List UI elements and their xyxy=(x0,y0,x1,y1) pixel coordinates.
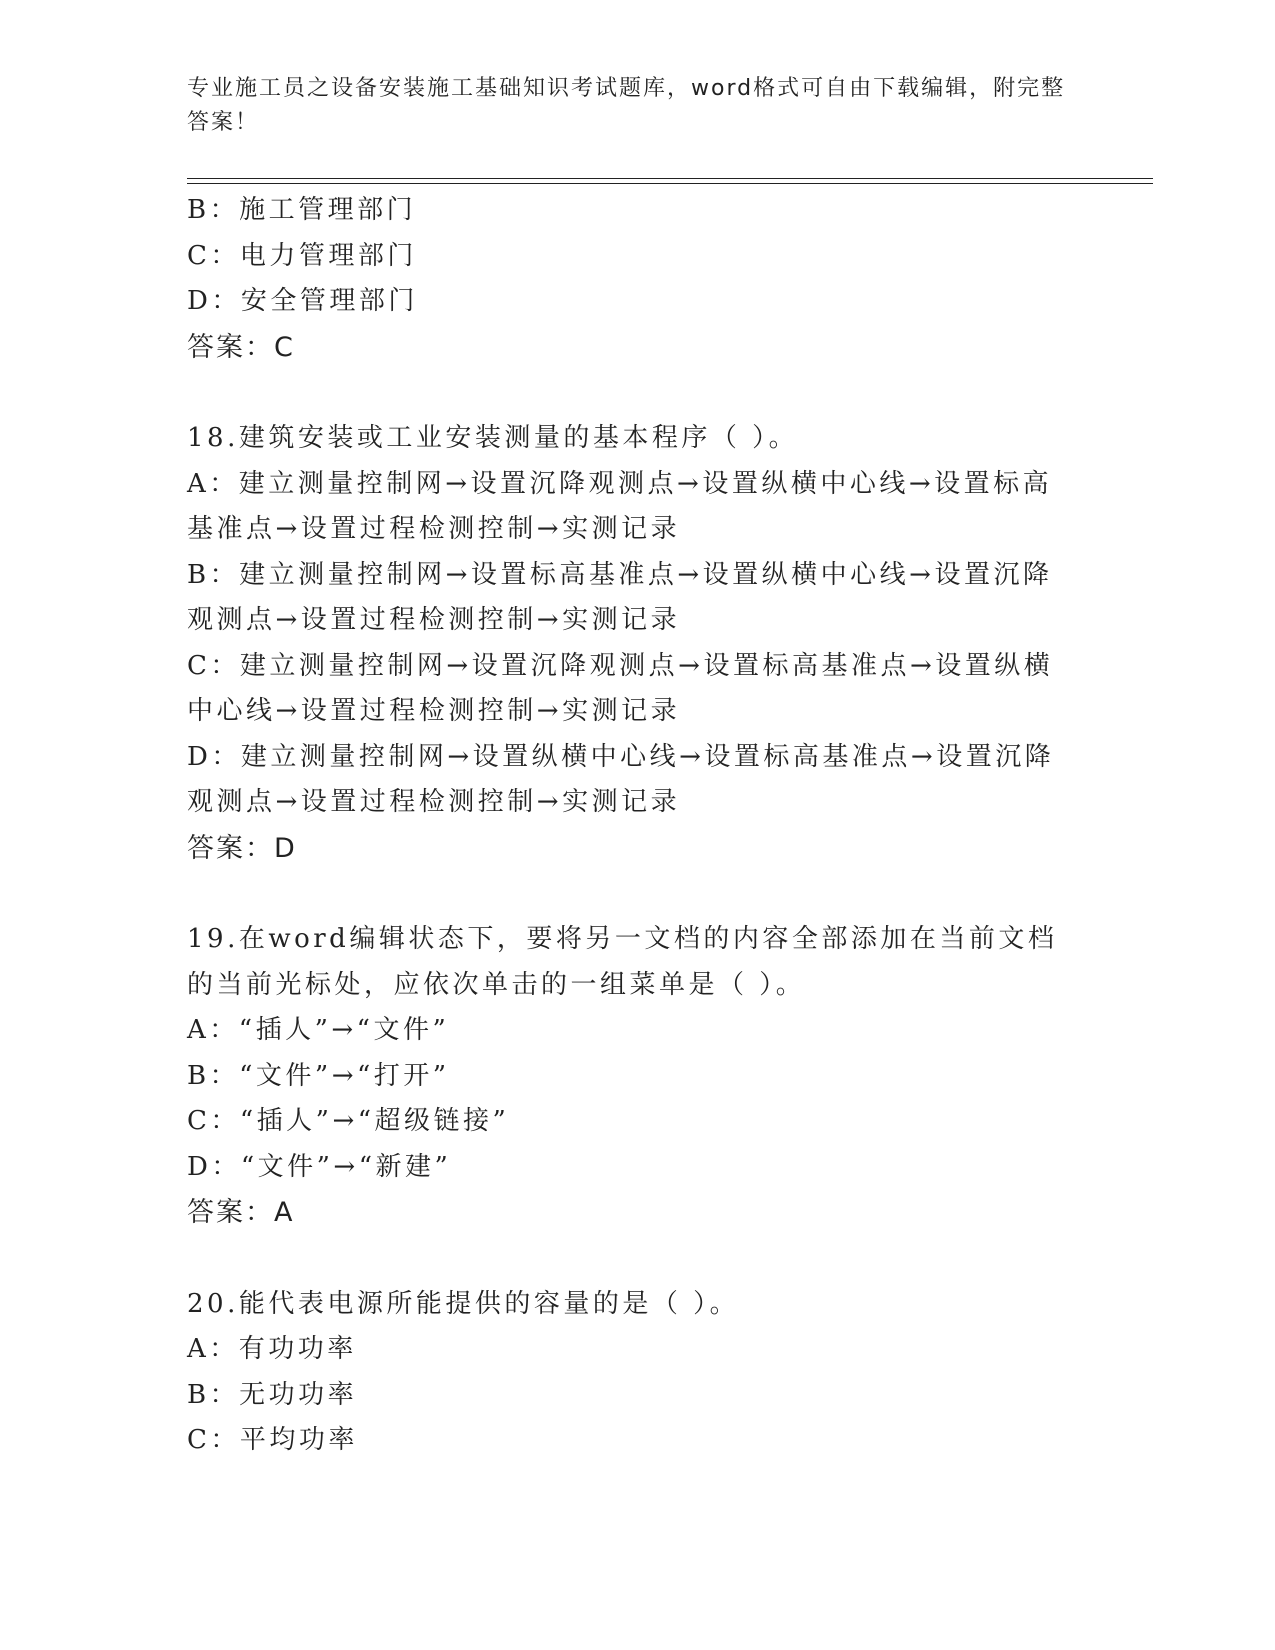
answer: 答案：D xyxy=(187,832,297,864)
option-a: A：有功功率 xyxy=(187,1334,357,1364)
option-a: A：“插人”→“文件” xyxy=(187,1015,450,1045)
option-d: D：“文件”→“新建” xyxy=(187,1151,452,1182)
option-c: C：建立测量控制网→设置沉降观测点→设置标高基准点→设置纵横中心线→设置过程检测控制→实测记录 xyxy=(187,650,1054,726)
spacer xyxy=(187,370,1077,416)
option-d: D：安全管理部门 xyxy=(187,286,418,316)
question-list xyxy=(187,188,1077,1464)
question-text: 20.能代表电源所能提供的容量的是（ ）。 xyxy=(187,1288,740,1319)
option-a: A：建立测量控制网→设置沉降观测点→设置纵横中心线→设置标高基准点→设置过程检测控制→实测记录 xyxy=(187,468,1053,544)
question-text: 18.建筑安装或工业安装测量的基本程序（ ）。 xyxy=(187,423,799,453)
option-c: C：“插人”→“超级链接” xyxy=(187,1106,510,1136)
option-d: D：建立测量控制网→设置纵横中心线→设置标高基准点→设置沉降观测点→设置过程检测控制→实测记录 xyxy=(187,741,1055,817)
option-b: B：施工管理部门 xyxy=(187,195,417,225)
header-rule-bottom xyxy=(187,183,1153,184)
option-b: B：“文件”→“打开” xyxy=(187,1060,450,1091)
question-20 xyxy=(187,1282,1077,1464)
question-text: 19.在word编辑状态下，要将另一文档的内容全部添加在当前文档的当前光标处，应依次单击的一组菜单是（ ）。 xyxy=(187,924,1058,1000)
option-b: B：无功功率 xyxy=(187,1379,358,1410)
spacer xyxy=(187,1236,1077,1282)
answer: 答案：A xyxy=(187,1197,295,1228)
option-c: C：电力管理部门 xyxy=(187,240,417,271)
header-rule-top xyxy=(187,178,1153,179)
option-b: B：建立测量控制网→设置标高基准点→设置纵横中心线→设置沉降观测点→设置过程检测控制→实测记录 xyxy=(187,559,1053,635)
question-17 xyxy=(187,188,1077,370)
answer: 答案：C xyxy=(187,331,295,363)
document-header: 专业施工员之设备安装施工基础知识考试题库，word格式可自由下载编辑，附完整答案！ xyxy=(187,76,1066,135)
spacer xyxy=(187,871,1077,917)
question-18 xyxy=(187,416,1077,871)
question-19 xyxy=(187,917,1077,1236)
option-c: C：平均功率 xyxy=(187,1425,358,1455)
